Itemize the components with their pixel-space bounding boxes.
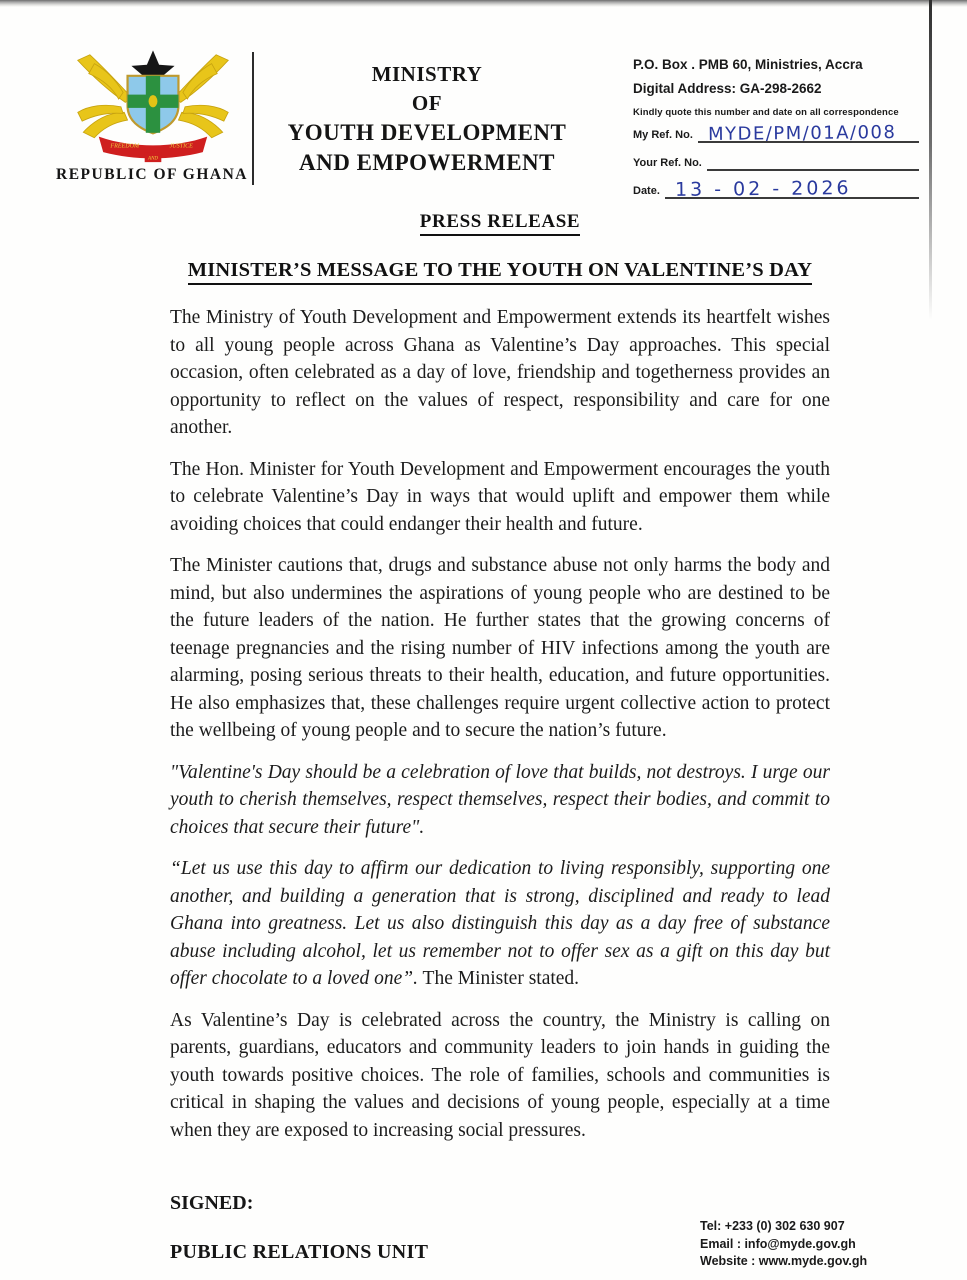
ministry-title [262,60,592,178]
header-divider [252,52,254,185]
your-ref-line [707,150,919,171]
date-label: Date. [633,185,660,197]
date-row [633,178,919,199]
ministry-title-line4: AND EMPOWERMENT [298,150,556,175]
footer-contact-block [700,1218,867,1271]
po-box-line: P.O. Box . PMB 60, Ministries, Accra [633,57,863,72]
quote-paragraph-2 [170,855,830,993]
quote-note: Kindly quote this number and date on all correspondence [633,107,899,118]
footer-email: Email : info@myde.gov.gh [700,1236,856,1251]
press-release-title [170,211,830,236]
signed-by: PUBLIC RELATIONS UNIT [170,1241,429,1263]
press-release-title-text: PRESS RELEASE [420,211,580,236]
ministry-title-line3: YOUTH DEVELOPMENT [287,120,567,145]
quote-paragraph-1: "Valentine's Day should be a celebration of love that builds, not destroys. I urge our youth to cherish themselves, respect themselves, respect their bodies, and commit to choices that secure their future". [170,761,830,838]
ministry-title-line2: OF [411,91,443,115]
paragraph-3: The Minister cautions that, drugs and substance abuse not only harms the body and mind, but also undermines the aspirations of young people who are destined to be the future leaders of the nation. He further states that the growing concerns of teenage pregnancies and the rising number of HIV infections among the youth are alarming, posing serious threats to their health, education, and future opportunities. He also emphasizes that, these challenges require urgent collective action to protect the wellbeing of young people and to secure the nation’s future. [170,555,830,741]
motto-and: AND [148,156,158,162]
digital-address-line: Digital Address: GA-298-2662 [633,81,822,96]
emblem-caption: REPUBLIC OF GHANA [56,166,248,183]
date-line [665,178,919,199]
date-handwritten-value: 13 - 02 - 2026 [674,177,852,201]
my-ref-label: My Ref. No. [633,129,693,141]
scan-edge-top [0,0,967,7]
shield-center-lion [149,95,158,107]
motto-freedom: FREEDOM [110,143,140,150]
ghana-coat-of-arms-icon [70,50,236,168]
my-ref-line [698,122,919,143]
press-release-subtitle [170,259,830,285]
left-wing [78,55,132,138]
paragraph-2: The Hon. Minister for Youth Development and Empowerment encourages the youth to celebrate Valentine’s Day in ways that would uplift and empower them while avoiding choices that could endanger their health and future. [170,458,830,535]
paragraph-1: The Ministry of Youth Development and Empowerment extends its heartfelt wishes to all young people across Ghana as Valentine’s Day approaches. This special occasion, often celebrated as a day of love, friendship and togetherness provides an opportunity to reflect on the values of respect, responsibility and care for one another. [170,307,830,438]
my-ref-row [633,122,919,143]
your-ref-label: Your Ref. No. [633,157,702,169]
my-ref-handwritten-value: MYDE/PM/01A/008 [707,122,897,145]
scan-edge-right [929,0,932,320]
your-ref-row [633,150,919,171]
footer-tel: Tel: +233 (0) 302 630 907 [700,1219,845,1233]
paragraph-6: As Valentine’s Day is celebrated across the country, the Ministry is calling on parents, guardians, educators and community leaders to join hands in guiding the youth towards positive choices. The role of families, schools and communities is critical in shaping the values and decisions of young people, especially at a time when they are exposed to increasing social pressures. [170,1009,830,1141]
right-wing [174,55,228,138]
quote-paragraph-2-attribution: The Minister stated. [418,968,580,989]
motto-justice: JUSTICE [169,143,193,150]
document-body [170,211,830,1264]
letterhead-contact-block [633,57,919,199]
press-release-subtitle-text: MINISTER’S MESSAGE TO THE YOUTH ON VALENTINE’S DAY [188,259,813,285]
ministry-title-line1: MINISTRY [371,62,483,86]
footer-website: Website : www.myde.gov.gh [700,1254,868,1268]
signed-label: SIGNED: [170,1192,254,1214]
quote-paragraph-2-text: “Let us use this day to affirm our dedication to living responsibly, supporting one another, and building a generation that is strong, disciplined and ready to lead Ghana into greatness. Let us also distinguish this day as a day free of substance abuse including alcohol, let us remember not to offer sex as a gift on this day but offer chocolate to a loved one”. [170,858,830,989]
